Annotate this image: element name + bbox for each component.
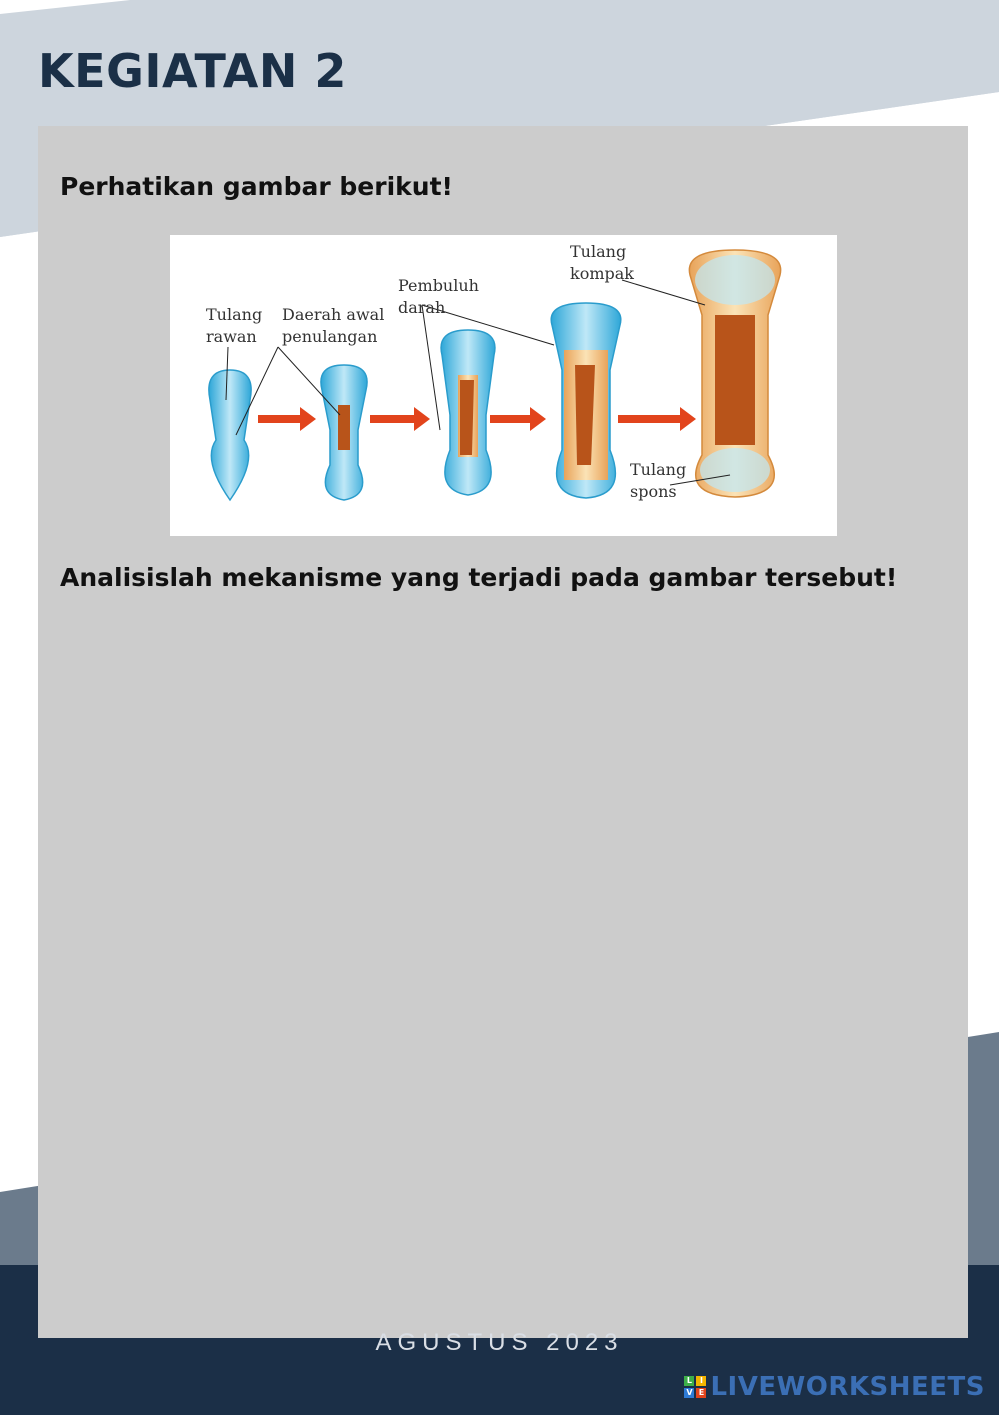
stage-1-cartilage — [209, 370, 251, 500]
logo-letter-i: I — [696, 1376, 706, 1386]
logo-letter-v: V — [686, 1388, 693, 1397]
stage-4-compact-bone — [551, 303, 621, 498]
instruction-analyze: Analisislah mekanisme yang terjadi pada gambar tersebut! — [60, 563, 898, 592]
footer-date: AGUSTUS 2023 — [375, 1329, 624, 1356]
label-pembuluh-1: Pembuluh — [398, 276, 479, 295]
label-daerah-awal-1: Daerah awal — [282, 305, 385, 324]
logo-letter-l: L — [684, 1376, 694, 1386]
label-tulang-rawan-2: rawan — [206, 327, 257, 346]
answer-area[interactable] — [60, 626, 946, 1306]
bone-ossification-figure — [170, 235, 837, 536]
stage-3-blood-vessel — [441, 330, 495, 495]
ossification-diagram — [170, 235, 837, 536]
logo-letter-e: E — [696, 1388, 706, 1398]
label-daerah-awal-2: penulangan — [282, 327, 378, 346]
liveworksheets-brand[interactable] — [684, 1372, 985, 1402]
label-kompak-1: Tulang — [570, 242, 627, 261]
label-tulang-rawan-1: Tulang — [206, 305, 263, 324]
instruction-observe: Perhatikan gambar berikut! — [60, 172, 453, 201]
activity-panel — [38, 126, 968, 1338]
label-spons-2: spons — [630, 482, 677, 501]
stage-5-mature-bone — [689, 250, 780, 497]
label-spons-1: Tulang — [630, 460, 687, 479]
brand-name: LIVEWORKSHEETS — [710, 1372, 985, 1402]
stage-2-initial-ossification — [321, 365, 367, 500]
liveworksheets-logo-icon — [684, 1376, 706, 1398]
label-pembuluh-2: darah — [398, 298, 446, 317]
label-kompak-2: kompak — [570, 264, 634, 283]
page-title: KEGIATAN 2 — [38, 44, 347, 98]
